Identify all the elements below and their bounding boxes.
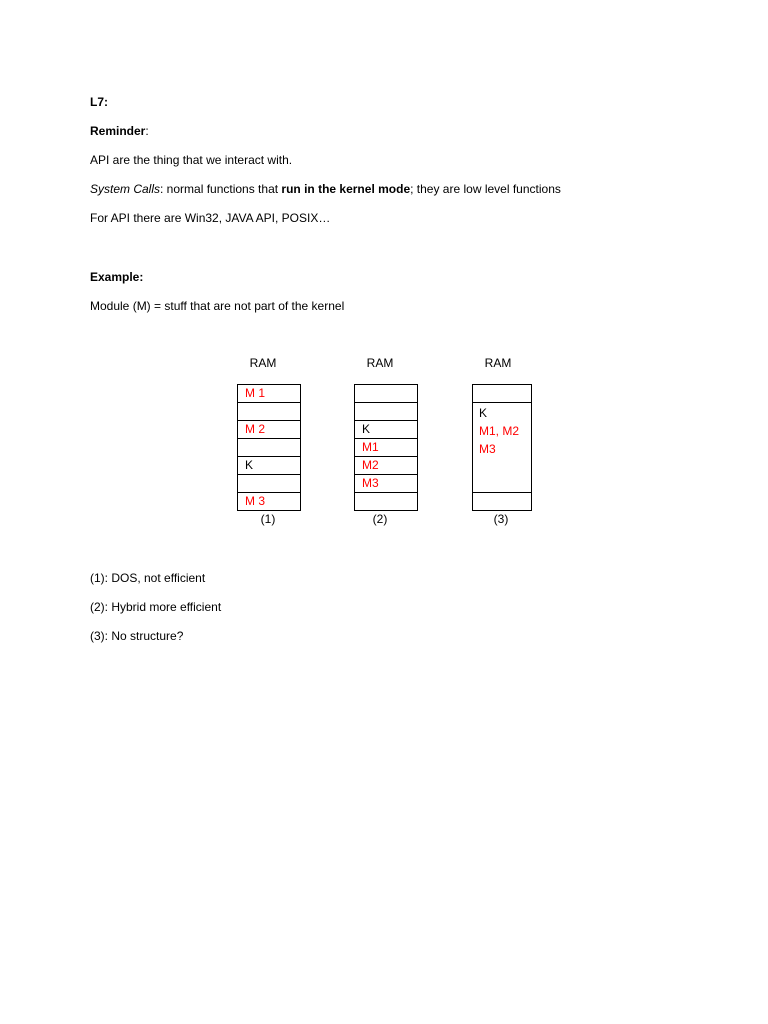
reminder-label: Reminder [90,124,146,138]
caption-1: (1) [260,512,276,526]
ram2-cell: K [355,421,417,439]
ram1-cell [238,439,300,457]
syscalls-text-2: ; they are low level functions [410,182,561,196]
ram1-cell [238,475,300,493]
ram3-bottom-cell [473,493,531,511]
example-label: Example: [90,270,144,284]
ram2-cell: M2 [355,457,417,475]
api-line: API are the thing that we interact with. [90,153,293,167]
reminder-colon: : [145,124,149,138]
ram2-cell: M1 [355,439,417,457]
caption-3: (3) [493,512,509,526]
ram-block-1 [237,384,301,511]
ram3-mixed-cell [473,403,531,493]
ram2-cell: M3 [355,475,417,493]
ram2-cell [355,385,417,403]
lecture-heading: L7: [90,95,108,109]
ram1-cell [238,403,300,421]
ram3-line: M1, M2 [479,424,520,438]
syscalls-text-1: : normal functions that [160,182,282,196]
caption-2: (2) [372,512,388,526]
ram1-cell: M 1 [238,385,300,403]
ram1-cell: K [238,457,300,475]
ram1-cell: M 3 [238,493,300,511]
api-list-line: For API there are Win32, JAVA API, POSIX… [90,211,331,225]
ram2-cell [355,493,417,511]
reminder-line [90,123,149,139]
ram-label-2: RAM [366,356,394,370]
ram-label-3: RAM [484,356,512,370]
note-line: (1): DOS, not efficient [90,571,206,585]
ram3-line: K [479,406,488,420]
ram2-cell [355,403,417,421]
ram3-line: M3 [479,442,496,456]
ram-label-1: RAM [249,356,277,370]
note-line: (2): Hybrid more efficient [90,600,222,614]
syscalls-bold: run in the kernel mode [281,182,411,196]
ram1-cell: M 2 [238,421,300,439]
syscalls-line [90,181,561,197]
module-line: Module (M) = stuff that are not part of the kernel [90,299,345,313]
ram3-top-cell [473,385,531,403]
ram-block-2 [354,384,418,511]
syscalls-term: System Calls [90,182,161,196]
note-line: (3): No structure? [90,629,184,643]
ram-block-3 [472,384,532,511]
